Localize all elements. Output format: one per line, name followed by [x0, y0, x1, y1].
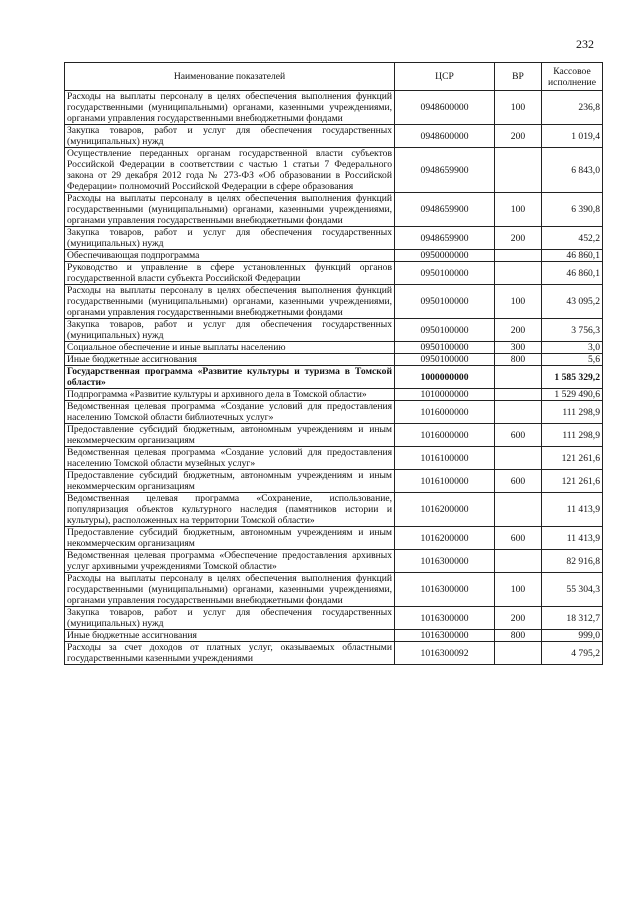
- cell-vr: 200: [495, 319, 542, 342]
- cell-sum: 1 585 329,2: [542, 366, 603, 389]
- cell-vr: 100: [495, 285, 542, 319]
- cell-vr: 800: [495, 630, 542, 642]
- cell-name: Ведомственная целевая программа «Обеспечение предоставления архивных услуг архивными учреждениями Томской области»: [65, 550, 395, 573]
- cell-name: Предоставление субсидий бюджетным, автономным учреждениям и иным некоммерческим организациям: [65, 424, 395, 447]
- cell-sum: 11 413,9: [542, 527, 603, 550]
- cell-csr: 1016000000: [395, 424, 495, 447]
- cell-vr: [495, 493, 542, 527]
- cell-csr: 1016300000: [395, 550, 495, 573]
- table-row: [65, 285, 603, 319]
- cell-csr: 1016100000: [395, 470, 495, 493]
- cell-sum: 18 312,7: [542, 607, 603, 630]
- cell-csr: 1016300000: [395, 573, 495, 607]
- cell-vr: [495, 366, 542, 389]
- cell-name: Иные бюджетные ассигнования: [65, 630, 395, 642]
- table-row: [65, 424, 603, 447]
- cell-name: Иные бюджетные ассигнования: [65, 354, 395, 366]
- table-header-row: [65, 63, 603, 91]
- expenditure-table: [64, 62, 603, 665]
- cell-csr: 0948659900: [395, 148, 495, 193]
- cell-vr: 600: [495, 527, 542, 550]
- cell-vr: 800: [495, 354, 542, 366]
- cell-csr: 1000000000: [395, 366, 495, 389]
- cell-sum: 4 795,2: [542, 642, 603, 665]
- cell-name: Расходы за счет доходов от платных услуг, оказываемых областными государственными казенными учреждениями: [65, 642, 395, 665]
- cell-sum: 121 261,6: [542, 470, 603, 493]
- cell-name: Закупка товаров, работ и услуг для обеспечения государственных (муниципальных) нужд: [65, 227, 395, 250]
- cell-name: Осуществление переданных органам государственной власти субъектов Российской Федерации в соответствии с частью 1 статьи 7 Федерального закона от 29 декабря 2012 года № 273-ФЗ «Об образовании в Российской Федерации» полномочий Российской Федерации в сфере образования: [65, 148, 395, 193]
- header-csr: ЦСР: [395, 63, 495, 91]
- cell-vr: 200: [495, 125, 542, 148]
- table-row: [65, 227, 603, 250]
- cell-vr: [495, 389, 542, 401]
- cell-sum: 82 916,8: [542, 550, 603, 573]
- cell-name: Расходы на выплаты персоналу в целях обеспечения выполнения функций государственными (муниципальными) органами, казенными учреждениями, органами управления государственными внебюджетными фондами: [65, 193, 395, 227]
- cell-csr: 0950100000: [395, 285, 495, 319]
- cell-csr: 0950100000: [395, 342, 495, 354]
- table-row: [65, 573, 603, 607]
- cell-sum: 55 304,3: [542, 573, 603, 607]
- cell-name: Государственная программа «Развитие культуры и туризма в Томской области»: [65, 366, 395, 389]
- cell-name: Ведомственная целевая программа «Создание условий для предоставления населению Томской области библиотечных услуг»: [65, 401, 395, 424]
- cell-vr: 600: [495, 470, 542, 493]
- cell-vr: [495, 447, 542, 470]
- cell-vr: 100: [495, 91, 542, 125]
- cell-name: Расходы на выплаты персоналу в целях обеспечения выполнения функций государственными (муниципальными) органами, казенными учреждениями, органами управления государственными внебюджетными фондами: [65, 573, 395, 607]
- cell-name: Закупка товаров, работ и услуг для обеспечения государственных (муниципальных) нужд: [65, 125, 395, 148]
- cell-sum: 11 413,9: [542, 493, 603, 527]
- table-row: [65, 125, 603, 148]
- table-row: [65, 642, 603, 665]
- cell-sum: 3 756,3: [542, 319, 603, 342]
- table-row: [65, 607, 603, 630]
- cell-vr: 300: [495, 342, 542, 354]
- cell-csr: 0948600000: [395, 125, 495, 148]
- cell-name: Подпрограмма «Развитие культуры и архивного дела в Томской области»: [65, 389, 395, 401]
- table-row: [65, 401, 603, 424]
- table-row: [65, 527, 603, 550]
- table-row: [65, 470, 603, 493]
- cell-sum: 111 298,9: [542, 401, 603, 424]
- cell-vr: 200: [495, 227, 542, 250]
- cell-csr: 0948659900: [395, 227, 495, 250]
- cell-sum: 46 860,1: [542, 250, 603, 262]
- cell-name: Обеспечивающая подпрограмма: [65, 250, 395, 262]
- cell-csr: 0950100000: [395, 354, 495, 366]
- cell-name: Предоставление субсидий бюджетным, автономным учреждениям и иным некоммерческим организациям: [65, 470, 395, 493]
- cell-csr: 1010000000: [395, 389, 495, 401]
- table-row: [65, 493, 603, 527]
- cell-csr: 1016200000: [395, 493, 495, 527]
- cell-sum: 3,0: [542, 342, 603, 354]
- table-row: [65, 148, 603, 193]
- cell-sum: 111 298,9: [542, 424, 603, 447]
- cell-sum: 6 390,8: [542, 193, 603, 227]
- cell-sum: 236,8: [542, 91, 603, 125]
- table-row: [65, 550, 603, 573]
- cell-vr: [495, 642, 542, 665]
- header-sum: Кассовое исполнение: [542, 63, 603, 91]
- cell-name: Социальное обеспечение и иные выплаты населению: [65, 342, 395, 354]
- cell-name: Ведомственная целевая программа «Сохранение, использование, популяризация объектов культурного наследия (памятников истории и культуры), расположенных на территории Томской области»: [65, 493, 395, 527]
- table-row: [65, 319, 603, 342]
- page-number: 232: [576, 37, 594, 51]
- cell-vr: [495, 148, 542, 193]
- cell-csr: 0948600000: [395, 91, 495, 125]
- cell-sum: 43 095,2: [542, 285, 603, 319]
- cell-name: Расходы на выплаты персоналу в целях обеспечения выполнения функций государственными (муниципальными) органами, казенными учреждениями, органами управления государственными внебюджетными фондами: [65, 91, 395, 125]
- cell-csr: 0950000000: [395, 250, 495, 262]
- header-name: Наименование показателей: [65, 63, 395, 91]
- cell-csr: 0950100000: [395, 262, 495, 285]
- cell-sum: 452,2: [542, 227, 603, 250]
- cell-csr: 1016300092: [395, 642, 495, 665]
- cell-sum: 6 843,0: [542, 148, 603, 193]
- table-row: [65, 389, 603, 401]
- cell-csr: 1016200000: [395, 527, 495, 550]
- cell-csr: 0950100000: [395, 319, 495, 342]
- cell-sum: 121 261,6: [542, 447, 603, 470]
- cell-csr: 1016000000: [395, 401, 495, 424]
- cell-name: Предоставление субсидий бюджетным, автономным учреждениям и иным некоммерческим организациям: [65, 527, 395, 550]
- cell-sum: 999,0: [542, 630, 603, 642]
- table-row: [65, 193, 603, 227]
- cell-name: Расходы на выплаты персоналу в целях обеспечения выполнения функций государственными (муниципальными) органами, казенными учреждениями, органами управления государственными внебюджетными фондами: [65, 285, 395, 319]
- cell-csr: 1016300000: [395, 607, 495, 630]
- table-row: [65, 630, 603, 642]
- cell-vr: [495, 262, 542, 285]
- cell-vr: [495, 401, 542, 424]
- table-row: [65, 366, 603, 389]
- cell-vr: 100: [495, 193, 542, 227]
- table-row: [65, 354, 603, 366]
- cell-sum: 1 019,4: [542, 125, 603, 148]
- cell-vr: 100: [495, 573, 542, 607]
- table-row: [65, 342, 603, 354]
- cell-name: Руководство и управление в сфере установленных функций органов государственной власти субъекта Российской Федерации: [65, 262, 395, 285]
- cell-vr: 200: [495, 607, 542, 630]
- cell-name: Закупка товаров, работ и услуг для обеспечения государственных (муниципальных) нужд: [65, 607, 395, 630]
- table-row: [65, 262, 603, 285]
- cell-csr: 0948659900: [395, 193, 495, 227]
- header-vr: ВР: [495, 63, 542, 91]
- table-row: [65, 447, 603, 470]
- cell-vr: [495, 550, 542, 573]
- table-row: [65, 91, 603, 125]
- cell-vr: [495, 250, 542, 262]
- cell-csr: 1016100000: [395, 447, 495, 470]
- cell-name: Закупка товаров, работ и услуг для обеспечения государственных (муниципальных) нужд: [65, 319, 395, 342]
- cell-vr: 600: [495, 424, 542, 447]
- cell-csr: 1016300000: [395, 630, 495, 642]
- cell-name: Ведомственная целевая программа «Создание условий для предоставления населению Томской области музейных услуг»: [65, 447, 395, 470]
- table-row: [65, 250, 603, 262]
- cell-sum: 5,6: [542, 354, 603, 366]
- cell-sum: 46 860,1: [542, 262, 603, 285]
- cell-sum: 1 529 490,6: [542, 389, 603, 401]
